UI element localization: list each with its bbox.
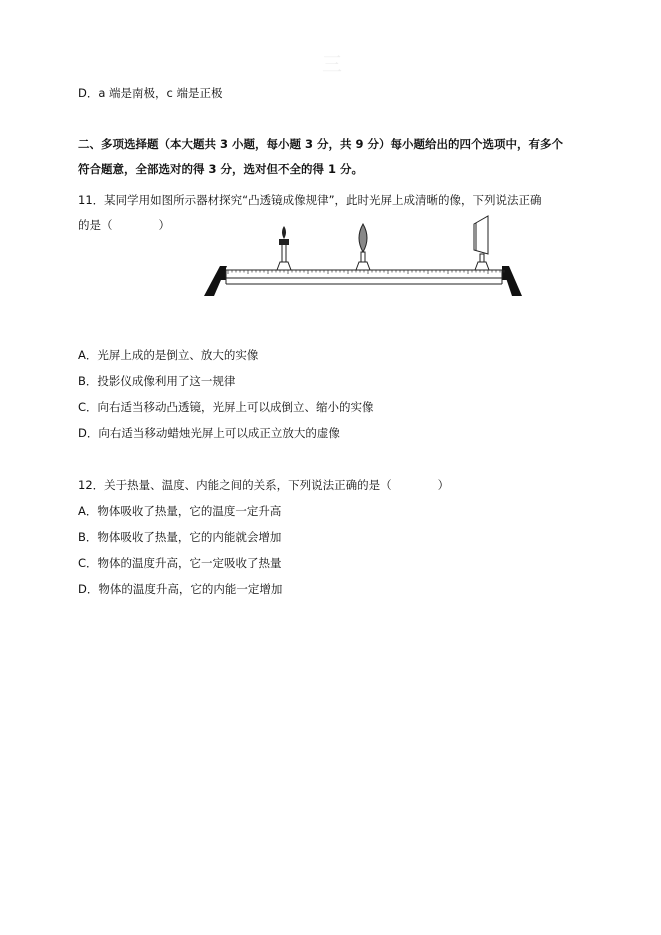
q11-option-a: A．光屏上成的是倒立、放大的实像 [78,348,259,362]
light-screen [474,216,489,270]
q12-option-c: C．物体的温度升高，它一定吸收了热量 [78,556,282,570]
faint-watermark: 三 [322,52,342,76]
q11-option-d: D．向右适当移动蜡烛光屏上可以成正立放大的虚像 [78,426,340,440]
q11-option-b: B．投影仪成像利用了这一规律 [78,374,236,388]
candle-flame [282,226,286,239]
prev-option-d: D．a 端是南极，c 端是正极 [78,86,223,100]
q11-stem-line2: 的是（ ） [78,218,170,232]
section2-heading-line2: 符合题意，全部选对的得 3 分，选对但不全的得 1 分。 [78,162,364,176]
q11-stem-line1: 11．某同学用如图所示器材探究“凸透镜成像规律”，此时光屏上成清晰的像，下列说法正确 [78,193,542,207]
candle-holder [277,226,291,270]
left-end-block [220,266,226,280]
q12-option-d: D．物体的温度升高，它的内能一定增加 [78,582,283,596]
right-end-block [502,266,508,280]
q12-option-a: A．物体吸收了热量，它的温度一定升高 [78,504,282,518]
section2-heading-line1: 二、多项选择题（本大题共 3 小题，每小题 3 分，共 9 分）每小题给出的四个选项中，有多个 [78,137,564,151]
q11-option-c: C．向右适当移动凸透镜，光屏上可以成倒立、缩小的实像 [78,400,374,414]
q12-stem: 12．关于热量、温度、内能之间的关系，下列说法正确的是（ ） [78,478,450,492]
convex-lens [356,224,370,270]
q12-option-b: B．物体吸收了热量，它的内能就会增加 [78,530,282,544]
optical-bench-figure [200,212,530,304]
